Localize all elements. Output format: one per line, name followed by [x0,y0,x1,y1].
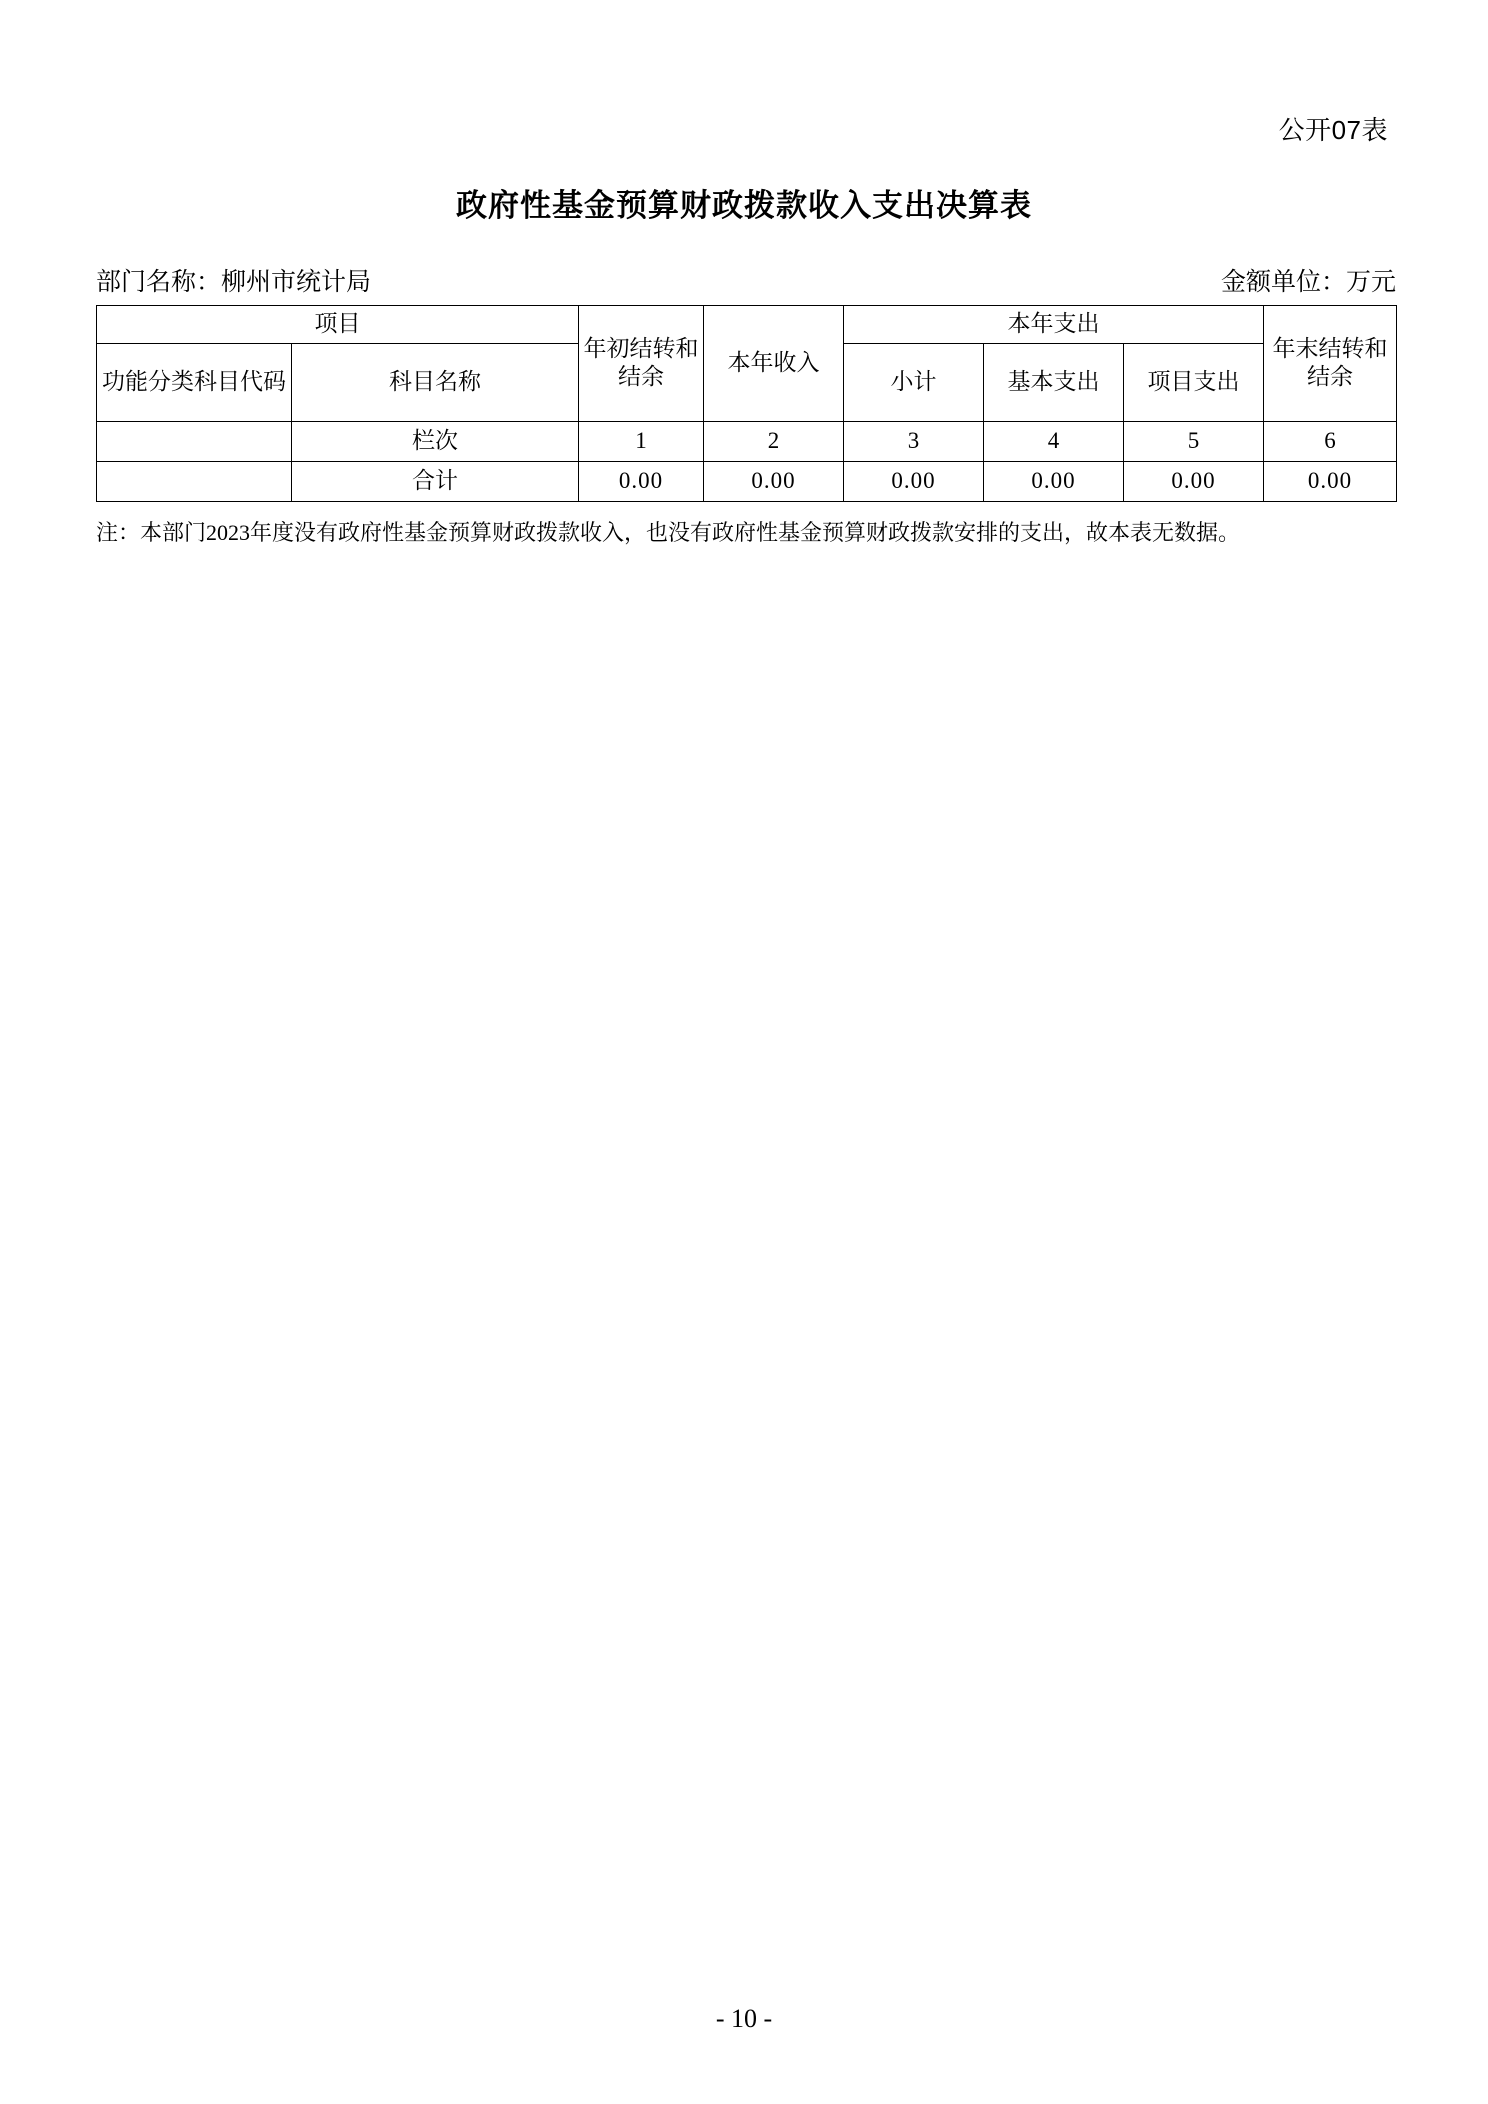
index-col-4: 4 [984,421,1124,461]
budget-table [96,305,1397,502]
index-col-2: 2 [704,421,844,461]
page-number: - 10 - [715,2004,773,2033]
index-col-6: 6 [1264,421,1397,461]
index-col-5: 5 [1124,421,1264,461]
header-basic-expenditure: 基本支出 [984,343,1124,421]
total-end-balance: 0.00 [1264,461,1397,501]
header-code: 功能分类科目代码 [97,343,292,421]
table-row-index [97,421,1397,461]
header-end-balance: 年末结转和结余 [1264,306,1397,422]
meta-row [96,262,1396,298]
index-row-label: 栏次 [292,421,579,461]
table-row-total [97,461,1397,501]
total-basic-expenditure: 0.00 [984,461,1124,501]
header-group-item: 项目 [97,306,579,344]
header-subtotal: 小计 [844,343,984,421]
total-project-expenditure: 0.00 [1124,461,1264,501]
amount-unit: 金额单位：万元 [1220,269,1396,296]
total-subtotal: 0.00 [844,461,984,501]
total-year-income: 0.00 [704,461,844,501]
total-row-blank [97,461,292,501]
total-row-label: 合计 [292,461,579,501]
header-begin-balance: 年初结转和结余 [579,306,704,422]
department-name: 部门名称：柳州市统计局 [96,269,372,296]
header-subject-name: 科目名称 [292,343,579,421]
header-group-expenditure: 本年支出 [844,306,1264,344]
header-project-expenditure: 项目支出 [1124,343,1264,421]
header-year-income: 本年收入 [704,306,844,422]
index-col-1: 1 [579,421,704,461]
form-label: 公开07表 [1278,115,1388,145]
table-header-row-1 [97,306,1397,344]
index-col-3: 3 [844,421,984,461]
page-title: 政府性基金预算财政拨款收入支出决算表 [456,188,1032,223]
index-row-blank [97,421,292,461]
table-note: 注：本部门2023年度没有政府性基金预算财政拨款收入，也没有政府性基金预算财政拨款安排的支出，故本表无数据。 [96,520,1241,545]
total-begin-balance: 0.00 [579,461,704,501]
